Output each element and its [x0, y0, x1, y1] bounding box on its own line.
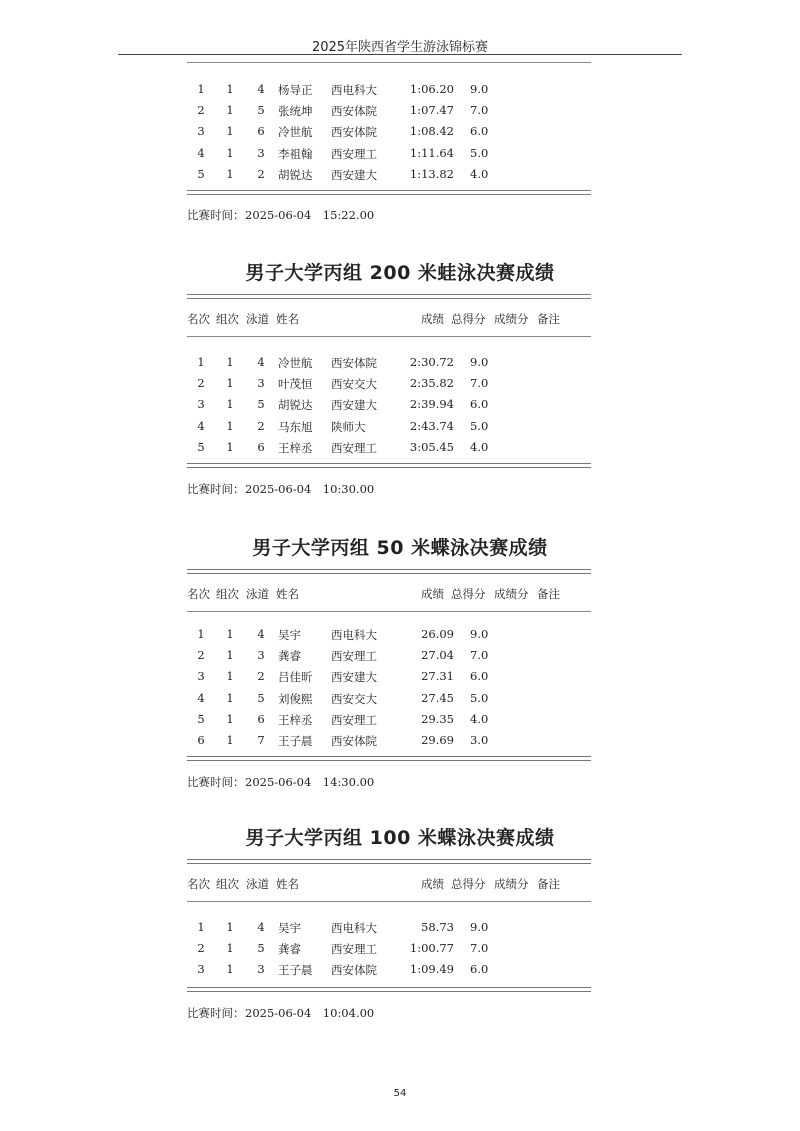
rank: 4: [197, 145, 205, 160]
column-group: 组次: [216, 877, 239, 891]
rank: 3: [197, 962, 205, 977]
event-title: 男子大学丙组 200 米蛙泳决赛成绩: [245, 262, 555, 284]
table-row: [0, 146, 800, 160]
rank: 5: [197, 711, 205, 726]
page-header: 2025年陕西省学生游泳锦标赛: [311, 40, 489, 55]
points: 7.0: [470, 648, 489, 663]
column-lane: 泳道: [246, 312, 269, 326]
group: 1: [226, 124, 234, 139]
column-remarks: 备注: [537, 312, 560, 326]
team: 西安体院: [331, 125, 377, 140]
rank: 2: [197, 941, 205, 956]
team: 西电科大: [331, 921, 377, 935]
athlete-name: 冷世航: [278, 125, 313, 140]
column-header: [0, 311, 800, 325]
column-lane: 泳道: [246, 587, 269, 601]
event-title: 男子大学丙组 50 米蝶泳决赛成绩: [252, 537, 548, 559]
result-time: 27.31: [421, 669, 454, 684]
points: 9.0: [470, 627, 489, 641]
double-rule: [187, 756, 591, 761]
table-row: [0, 419, 800, 433]
result-time: 1:07.47: [409, 103, 454, 118]
single-rule: [187, 62, 591, 63]
event-time: [0, 1005, 800, 1019]
page-number: 54: [393, 1088, 407, 1099]
column-remarks: 备注: [537, 587, 560, 601]
table-row: [0, 627, 800, 641]
team: 西安建大: [331, 398, 377, 413]
points: 4.0: [470, 166, 489, 181]
lane: 6: [257, 124, 265, 139]
table-row: [0, 669, 800, 683]
rank: 2: [197, 376, 205, 391]
group: 1: [226, 648, 234, 663]
athlete-name: 王梓丞: [278, 712, 313, 727]
team: 陕师大: [331, 419, 366, 434]
points: 3.0: [470, 733, 489, 747]
group: 1: [226, 690, 234, 705]
result-time: 2:43.74: [409, 418, 454, 433]
event-time-label: 比赛时间：: [187, 482, 245, 496]
lane: 4: [257, 82, 265, 96]
event-time: [0, 774, 800, 788]
result-time: 1:08.42: [409, 124, 454, 139]
team: 西安理工: [331, 146, 377, 161]
athlete-name: 龚睿: [278, 942, 301, 957]
rank: 4: [197, 690, 205, 705]
group: 1: [226, 82, 234, 96]
single-rule: [187, 901, 591, 902]
lane: 5: [257, 397, 265, 412]
rank: 2: [197, 103, 205, 118]
column-result: 成绩: [421, 587, 444, 601]
table-row: [0, 103, 800, 117]
lane: 7: [257, 733, 265, 747]
lane: 2: [257, 418, 265, 433]
result-time: 1:00.77: [409, 941, 454, 956]
column-name: 姓名: [276, 587, 299, 601]
lane: 2: [257, 669, 265, 684]
team: 西安理工: [331, 440, 377, 455]
column-name: 姓名: [276, 877, 299, 891]
team: 西安体院: [331, 734, 377, 748]
team: 西安交大: [331, 377, 377, 392]
double-rule: [187, 190, 591, 195]
points: 6.0: [470, 124, 489, 139]
team: 西安建大: [331, 670, 377, 685]
result-time: 2:39.94: [409, 397, 454, 412]
single-rule: [187, 336, 591, 337]
athlete-name: 胡锐达: [278, 398, 313, 413]
lane: 6: [257, 439, 265, 454]
rank: 6: [197, 733, 205, 747]
group: 1: [226, 397, 234, 412]
athlete-name: 杨导正: [278, 83, 313, 97]
lane: 6: [257, 711, 265, 726]
column-remarks: 备注: [537, 877, 560, 891]
event-time: [0, 207, 800, 221]
result-time: 1:06.20: [409, 82, 454, 96]
points: 9.0: [470, 355, 489, 369]
lane: 5: [257, 941, 265, 956]
column-score: 成绩分: [494, 587, 529, 601]
column-group: 组次: [216, 312, 239, 326]
result-time: 1:13.82: [409, 166, 454, 181]
event-time-label: 比赛时间：: [187, 1006, 245, 1020]
table-row: [0, 124, 800, 138]
team: 西安体院: [331, 963, 377, 978]
athlete-name: 胡锐达: [278, 167, 313, 182]
table-row: [0, 376, 800, 390]
group: 1: [226, 145, 234, 160]
group: 1: [226, 103, 234, 118]
column-header: [0, 876, 800, 890]
team: 西安体院: [331, 356, 377, 370]
points: 6.0: [470, 962, 489, 977]
lane: 3: [257, 962, 265, 977]
athlete-name: 吴宇: [278, 921, 301, 935]
points: 9.0: [470, 920, 489, 934]
result-time: 3:05.45: [409, 439, 454, 454]
rank: 4: [197, 418, 205, 433]
column-total-points: 总得分: [451, 877, 486, 891]
points: 5.0: [470, 418, 489, 433]
lane: 4: [257, 627, 265, 641]
athlete-name: 龚睿: [278, 649, 301, 664]
event-time-value: 2025-06-04 10:04.00: [245, 1006, 375, 1020]
result-time: 58.73: [421, 920, 454, 934]
points: 5.0: [470, 145, 489, 160]
athlete-name: 王子晨: [278, 963, 313, 978]
rank: 1: [197, 920, 205, 934]
table-row: [0, 355, 800, 369]
points: 7.0: [470, 941, 489, 956]
athlete-name: 冷世航: [278, 356, 313, 370]
group: 1: [226, 166, 234, 181]
lane: 3: [257, 376, 265, 391]
double-rule: [187, 463, 591, 468]
lane: 3: [257, 648, 265, 663]
team: 西安理工: [331, 712, 377, 727]
double-rule: [187, 987, 591, 992]
column-rank: 名次: [187, 877, 210, 891]
result-time: 27.45: [421, 690, 454, 705]
points: 9.0: [470, 82, 489, 96]
result-time: 2:35.82: [409, 376, 454, 391]
rank: 1: [197, 82, 205, 96]
column-result: 成绩: [421, 312, 444, 326]
event-time-value: 2025-06-04 14:30.00: [245, 775, 375, 789]
points: 7.0: [470, 376, 489, 391]
table-row: [0, 82, 800, 96]
athlete-name: 吴宇: [278, 628, 301, 642]
rank: 1: [197, 355, 205, 369]
result-time: 27.04: [421, 648, 454, 663]
team: 西安体院: [331, 104, 377, 119]
points: 5.0: [470, 690, 489, 705]
team: 西电科大: [331, 628, 377, 642]
column-rank: 名次: [187, 312, 210, 326]
lane: 5: [257, 690, 265, 705]
team: 西安理工: [331, 942, 377, 957]
result-time: 1:11.64: [409, 145, 454, 160]
column-rank: 名次: [187, 587, 210, 601]
result-time: 26.09: [421, 627, 454, 641]
rank: 5: [197, 439, 205, 454]
rank: 1: [197, 627, 205, 641]
athlete-name: 马东旭: [278, 419, 313, 434]
table-row: [0, 440, 800, 454]
group: 1: [226, 439, 234, 454]
team: 西安理工: [331, 649, 377, 664]
column-group: 组次: [216, 587, 239, 601]
lane: 4: [257, 355, 265, 369]
column-result: 成绩: [421, 877, 444, 891]
group: 1: [226, 418, 234, 433]
table-row: [0, 733, 800, 747]
column-total-points: 总得分: [451, 587, 486, 601]
athlete-name: 王子晨: [278, 734, 313, 748]
double-rule: [187, 859, 591, 864]
event-time-label: 比赛时间：: [187, 208, 245, 222]
event-time-value: 2025-06-04 15:22.00: [245, 208, 375, 222]
rank: 5: [197, 166, 205, 181]
double-rule: [187, 294, 591, 299]
table-row: [0, 691, 800, 705]
team: 西安建大: [331, 167, 377, 182]
column-score: 成绩分: [494, 312, 529, 326]
result-time: 29.35: [421, 711, 454, 726]
athlete-name: 刘俊熙: [278, 691, 313, 706]
group: 1: [226, 941, 234, 956]
group: 1: [226, 627, 234, 641]
group: 1: [226, 920, 234, 934]
athlete-name: 张统坤: [278, 104, 313, 119]
table-row: [0, 167, 800, 181]
event-time: [0, 481, 800, 495]
lane: 3: [257, 145, 265, 160]
table-row: [0, 962, 800, 976]
rank: 3: [197, 669, 205, 684]
lane: 4: [257, 920, 265, 934]
lane: 2: [257, 166, 265, 181]
team: 西电科大: [331, 83, 377, 97]
rank: 3: [197, 124, 205, 139]
points: 4.0: [470, 711, 489, 726]
table-row: [0, 920, 800, 934]
team: 西安交大: [331, 691, 377, 706]
result-time: 29.69: [421, 733, 454, 747]
table-row: [0, 712, 800, 726]
athlete-name: 李祖翰: [278, 146, 313, 161]
group: 1: [226, 669, 234, 684]
event-time-label: 比赛时间：: [187, 775, 245, 789]
header-rule: [118, 54, 682, 55]
athlete-name: 叶茂恒: [278, 377, 313, 392]
event-title: 男子大学丙组 100 米蝶泳决赛成绩: [245, 827, 555, 849]
double-rule: [187, 569, 591, 574]
group: 1: [226, 376, 234, 391]
table-row: [0, 941, 800, 955]
group: 1: [226, 355, 234, 369]
athlete-name: 王梓丞: [278, 440, 313, 455]
group: 1: [226, 711, 234, 726]
points: 4.0: [470, 439, 489, 454]
column-score: 成绩分: [494, 877, 529, 891]
points: 6.0: [470, 669, 489, 684]
column-name: 姓名: [276, 312, 299, 326]
single-rule: [187, 611, 591, 612]
result-time: 1:09.49: [409, 962, 454, 977]
athlete-name: 吕佳昕: [278, 670, 313, 685]
group: 1: [226, 962, 234, 977]
rank: 2: [197, 648, 205, 663]
points: 6.0: [470, 397, 489, 412]
event-time-value: 2025-06-04 10:30.00: [245, 482, 375, 496]
column-total-points: 总得分: [451, 312, 486, 326]
group: 1: [226, 733, 234, 747]
lane: 5: [257, 103, 265, 118]
table-row: [0, 397, 800, 411]
rank: 3: [197, 397, 205, 412]
points: 7.0: [470, 103, 489, 118]
result-time: 2:30.72: [409, 355, 454, 369]
column-lane: 泳道: [246, 877, 269, 891]
table-row: [0, 648, 800, 662]
column-header: [0, 586, 800, 600]
